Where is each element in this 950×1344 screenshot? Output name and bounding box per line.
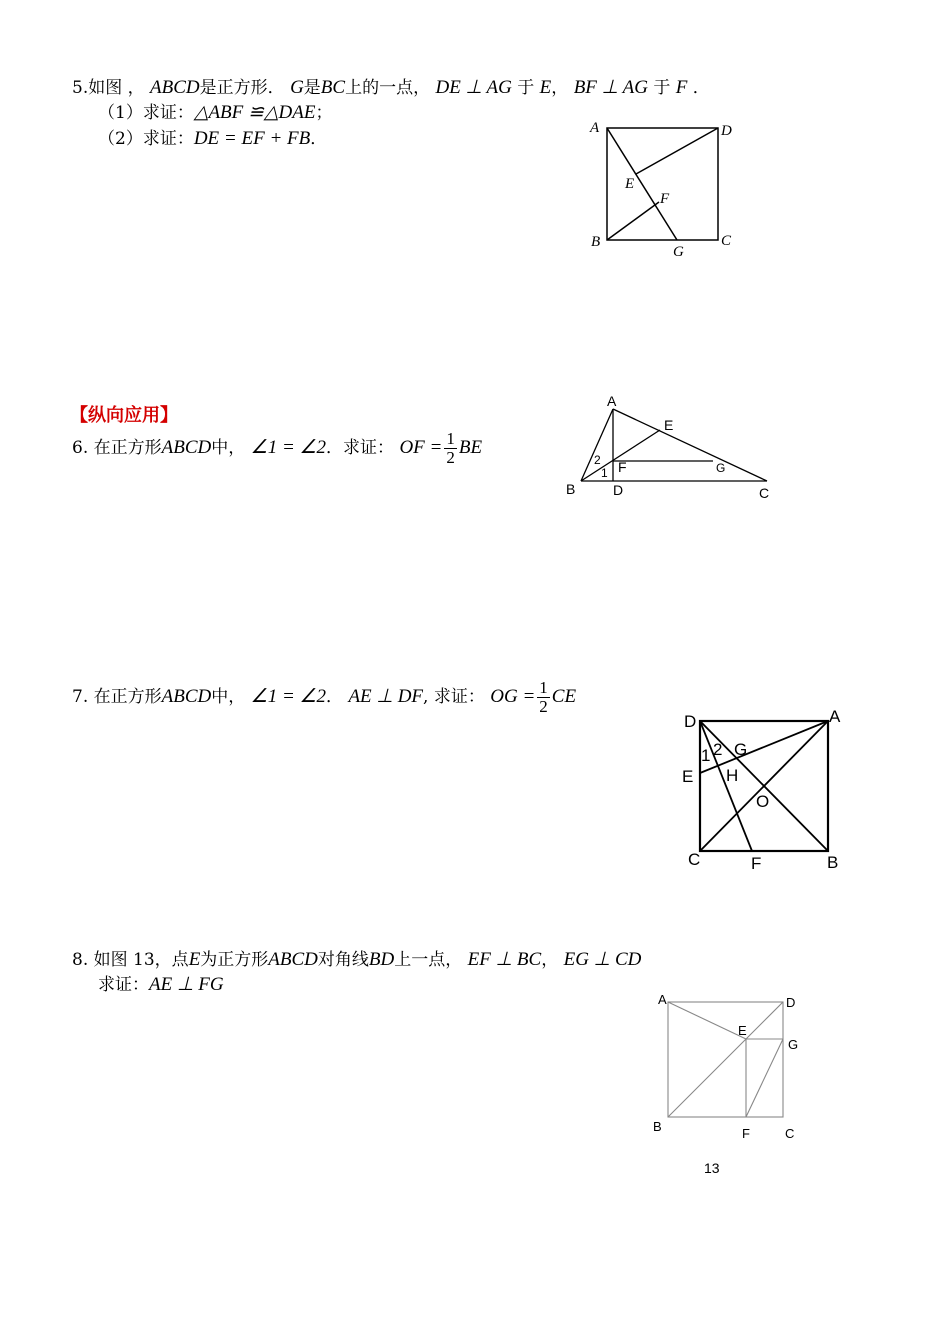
text: （2）求证： [98,129,194,149]
math: △ABF ≌△DAE [193,102,316,123]
text: 对角线 [317,950,369,970]
label-c: C [721,233,732,249]
label-d: D [786,995,796,1010]
math: DE ⊥ AG [435,77,512,98]
problem-7-statement [72,679,576,716]
math: AE ⊥ FG [149,974,224,995]
label-a: A [607,393,617,409]
label-h: H [726,766,739,785]
text: 如图 13，点 [93,950,189,970]
label-e: E [625,176,635,192]
angle-2-label: 2 [594,453,601,467]
label-e: E [682,767,694,786]
segment-de [636,128,718,174]
label-b: B [591,234,601,250]
math: ∠1 = ∠2 [250,686,327,707]
text: 中， [211,438,246,458]
angle-2-label: 2 [713,740,723,759]
diagonal-bd [668,1002,783,1117]
section-heading: 【纵向应用】 [70,405,178,426]
text: ． [692,78,710,98]
text: 于 [517,78,535,98]
figure-caption: 13 [704,1160,720,1176]
label-f: F [618,459,627,475]
text: ， [541,950,559,970]
label-b: B [653,1119,662,1134]
problem-8-statement [72,948,641,972]
text: 在正方形 [93,438,162,458]
math: ABCD [161,437,212,458]
label-o: O [756,792,770,811]
math: G [290,77,304,98]
label-b: B [827,853,839,872]
math: ABCD [150,77,200,98]
figure-5 [607,128,718,240]
label-c: C [688,850,701,869]
math: OF = [399,437,443,458]
text: 中， [211,687,246,707]
text: 为正方形 [200,950,269,970]
math: BD [368,949,395,970]
text: 在正方形 [93,687,162,707]
segment-fg [746,1039,783,1117]
label-c: C [785,1126,795,1141]
label-d: D [684,712,697,731]
text: （1）求证： [98,103,194,123]
angle-1-label: 1 [701,746,711,765]
label-a: A [658,992,667,1007]
label-g: G [716,461,726,475]
text: ， [551,78,569,98]
numerator: 1 [446,429,455,448]
label-e: E [664,417,674,433]
math: F [675,77,688,98]
label-b: B [566,481,576,497]
fraction-one-half [444,430,457,467]
math: BE [458,437,483,458]
text: ．求证： [326,438,395,458]
text: ． [326,687,344,707]
problem-6-statement [72,430,482,467]
denominator: 2 [446,448,455,467]
math: AE ⊥ DF [348,686,424,707]
math: E [539,77,552,98]
figure-8-labels [653,992,798,1141]
text: , 求证： [423,687,485,707]
math: BC [320,77,346,98]
figure-5-labels [589,120,732,260]
label-g: G [673,244,684,260]
label-a: A [590,120,600,136]
text: 如图 ， [88,78,145,98]
text: 上的一点， [345,78,431,98]
text: 于 [653,78,671,98]
math: ABCD [268,949,318,970]
label-f: F [742,1126,750,1141]
problem-number: 8. [72,950,89,970]
label-d: D [721,123,732,139]
label-f: F [751,854,762,873]
square-abcd [607,128,718,240]
math: EG ⊥ CD [563,949,642,970]
text: 是 [303,78,321,98]
math: OG = [490,686,536,707]
math: BF ⊥ AG [573,77,648,98]
math: EF ⊥ BC [467,949,542,970]
text: ． [310,129,328,149]
math: DE = EF + FB [193,128,311,149]
problem-number: 5. [72,78,89,98]
problem-number: 6. [72,438,89,458]
angle-1-label: 1 [601,466,608,480]
segment-ag [607,128,677,240]
label-e: E [738,1023,747,1038]
text: 上一点， [394,950,463,970]
problem-8-question [98,973,224,997]
label-g: G [788,1037,799,1052]
fraction-one-half [537,679,550,716]
segment-bf [607,202,659,240]
text: 是正方形． [199,78,285,98]
label-g: G [734,740,748,759]
figure-8 [668,1002,783,1117]
label-c: C [759,485,770,501]
numerator: 1 [539,678,548,697]
label-a: A [829,707,841,726]
label-f: F [660,191,670,207]
denominator: 2 [539,697,548,716]
math: ∠1 = ∠2 [250,437,327,458]
label-d: D [613,482,624,498]
text: 求证： [98,975,149,995]
segment-ae [668,1002,746,1039]
math: ABCD [161,686,212,707]
math: CE [551,686,577,707]
problem-number: 7. [72,687,89,707]
math: E [188,949,201,970]
figure-6 [581,409,767,481]
text: ； [315,103,333,123]
